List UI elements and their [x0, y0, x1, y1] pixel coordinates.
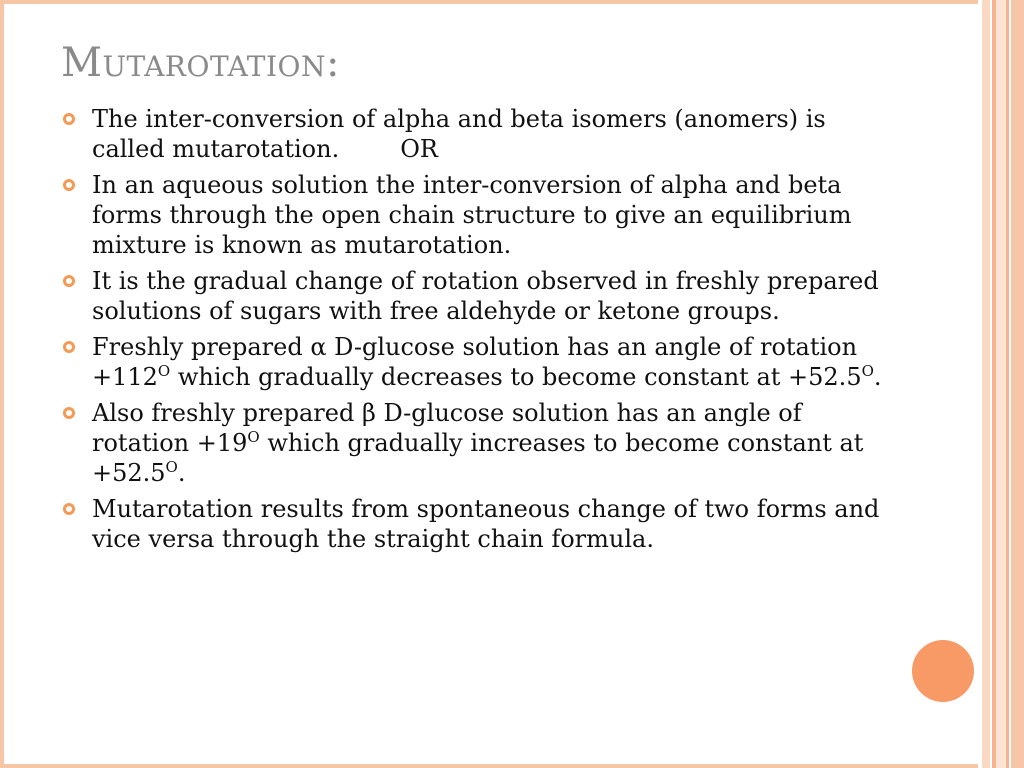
bullet-text: The inter-conversion of alpha and beta isomers (anomers) is called mutarotation. OR [92, 105, 834, 163]
degree-superscript: O [861, 362, 874, 380]
bullet-text [92, 399, 871, 487]
bullet-text: In an aqueous solution the inter-conversion of alpha and beta forms through the open chain structure to give an equilibrium mixture is known as mutarotation. [92, 171, 860, 259]
bullet-list [60, 104, 890, 560]
decorative-side-stripes [978, 0, 1024, 768]
bullet-item [60, 170, 890, 260]
degree-superscript: O [247, 428, 260, 446]
bullet-text-part: which gradually decreases to become constant at +52.5 [170, 363, 862, 391]
bullet-item [60, 398, 890, 488]
bullet-ring-icon [63, 341, 75, 353]
bullet-text-part: . [873, 363, 882, 391]
bullet-text [92, 333, 882, 391]
bullet-ring-icon [63, 503, 75, 515]
bullet-text-part: Also freshly prepared β D-glucose solution has an angle of rotation +19 [92, 399, 810, 457]
bullet-text-part: which gradually increases to become constant at +52.5 [92, 429, 872, 487]
bullet-text-part: Freshly prepared α D-glucose solution has an angle of rotation +112 [92, 333, 865, 391]
slide-frame-top [0, 0, 1024, 4]
bullet-ring-icon [63, 275, 75, 287]
bullet-ring-icon [63, 407, 75, 419]
decorative-accent-circle [912, 640, 974, 702]
slide-title: Mutarotation: [61, 40, 340, 86]
degree-superscript: O [165, 458, 178, 476]
bullet-item [60, 332, 890, 392]
slide-frame-left [0, 0, 4, 768]
slide-frame-bottom [0, 764, 1024, 768]
bullet-item [60, 266, 890, 326]
bullet-text-part: . [177, 459, 186, 487]
bullet-ring-icon [63, 179, 75, 191]
degree-superscript: O [157, 362, 171, 380]
bullet-text: It is the gradual change of rotation observed in freshly prepared solutions of sugars with free aldehyde or ketone groups. [92, 267, 887, 325]
bullet-ring-icon [63, 113, 75, 125]
bullet-item [60, 104, 890, 164]
bullet-text: Mutarotation results from spontaneous change of two forms and vice versa through the straight chain formula. [92, 495, 888, 553]
bullet-item [60, 494, 890, 554]
